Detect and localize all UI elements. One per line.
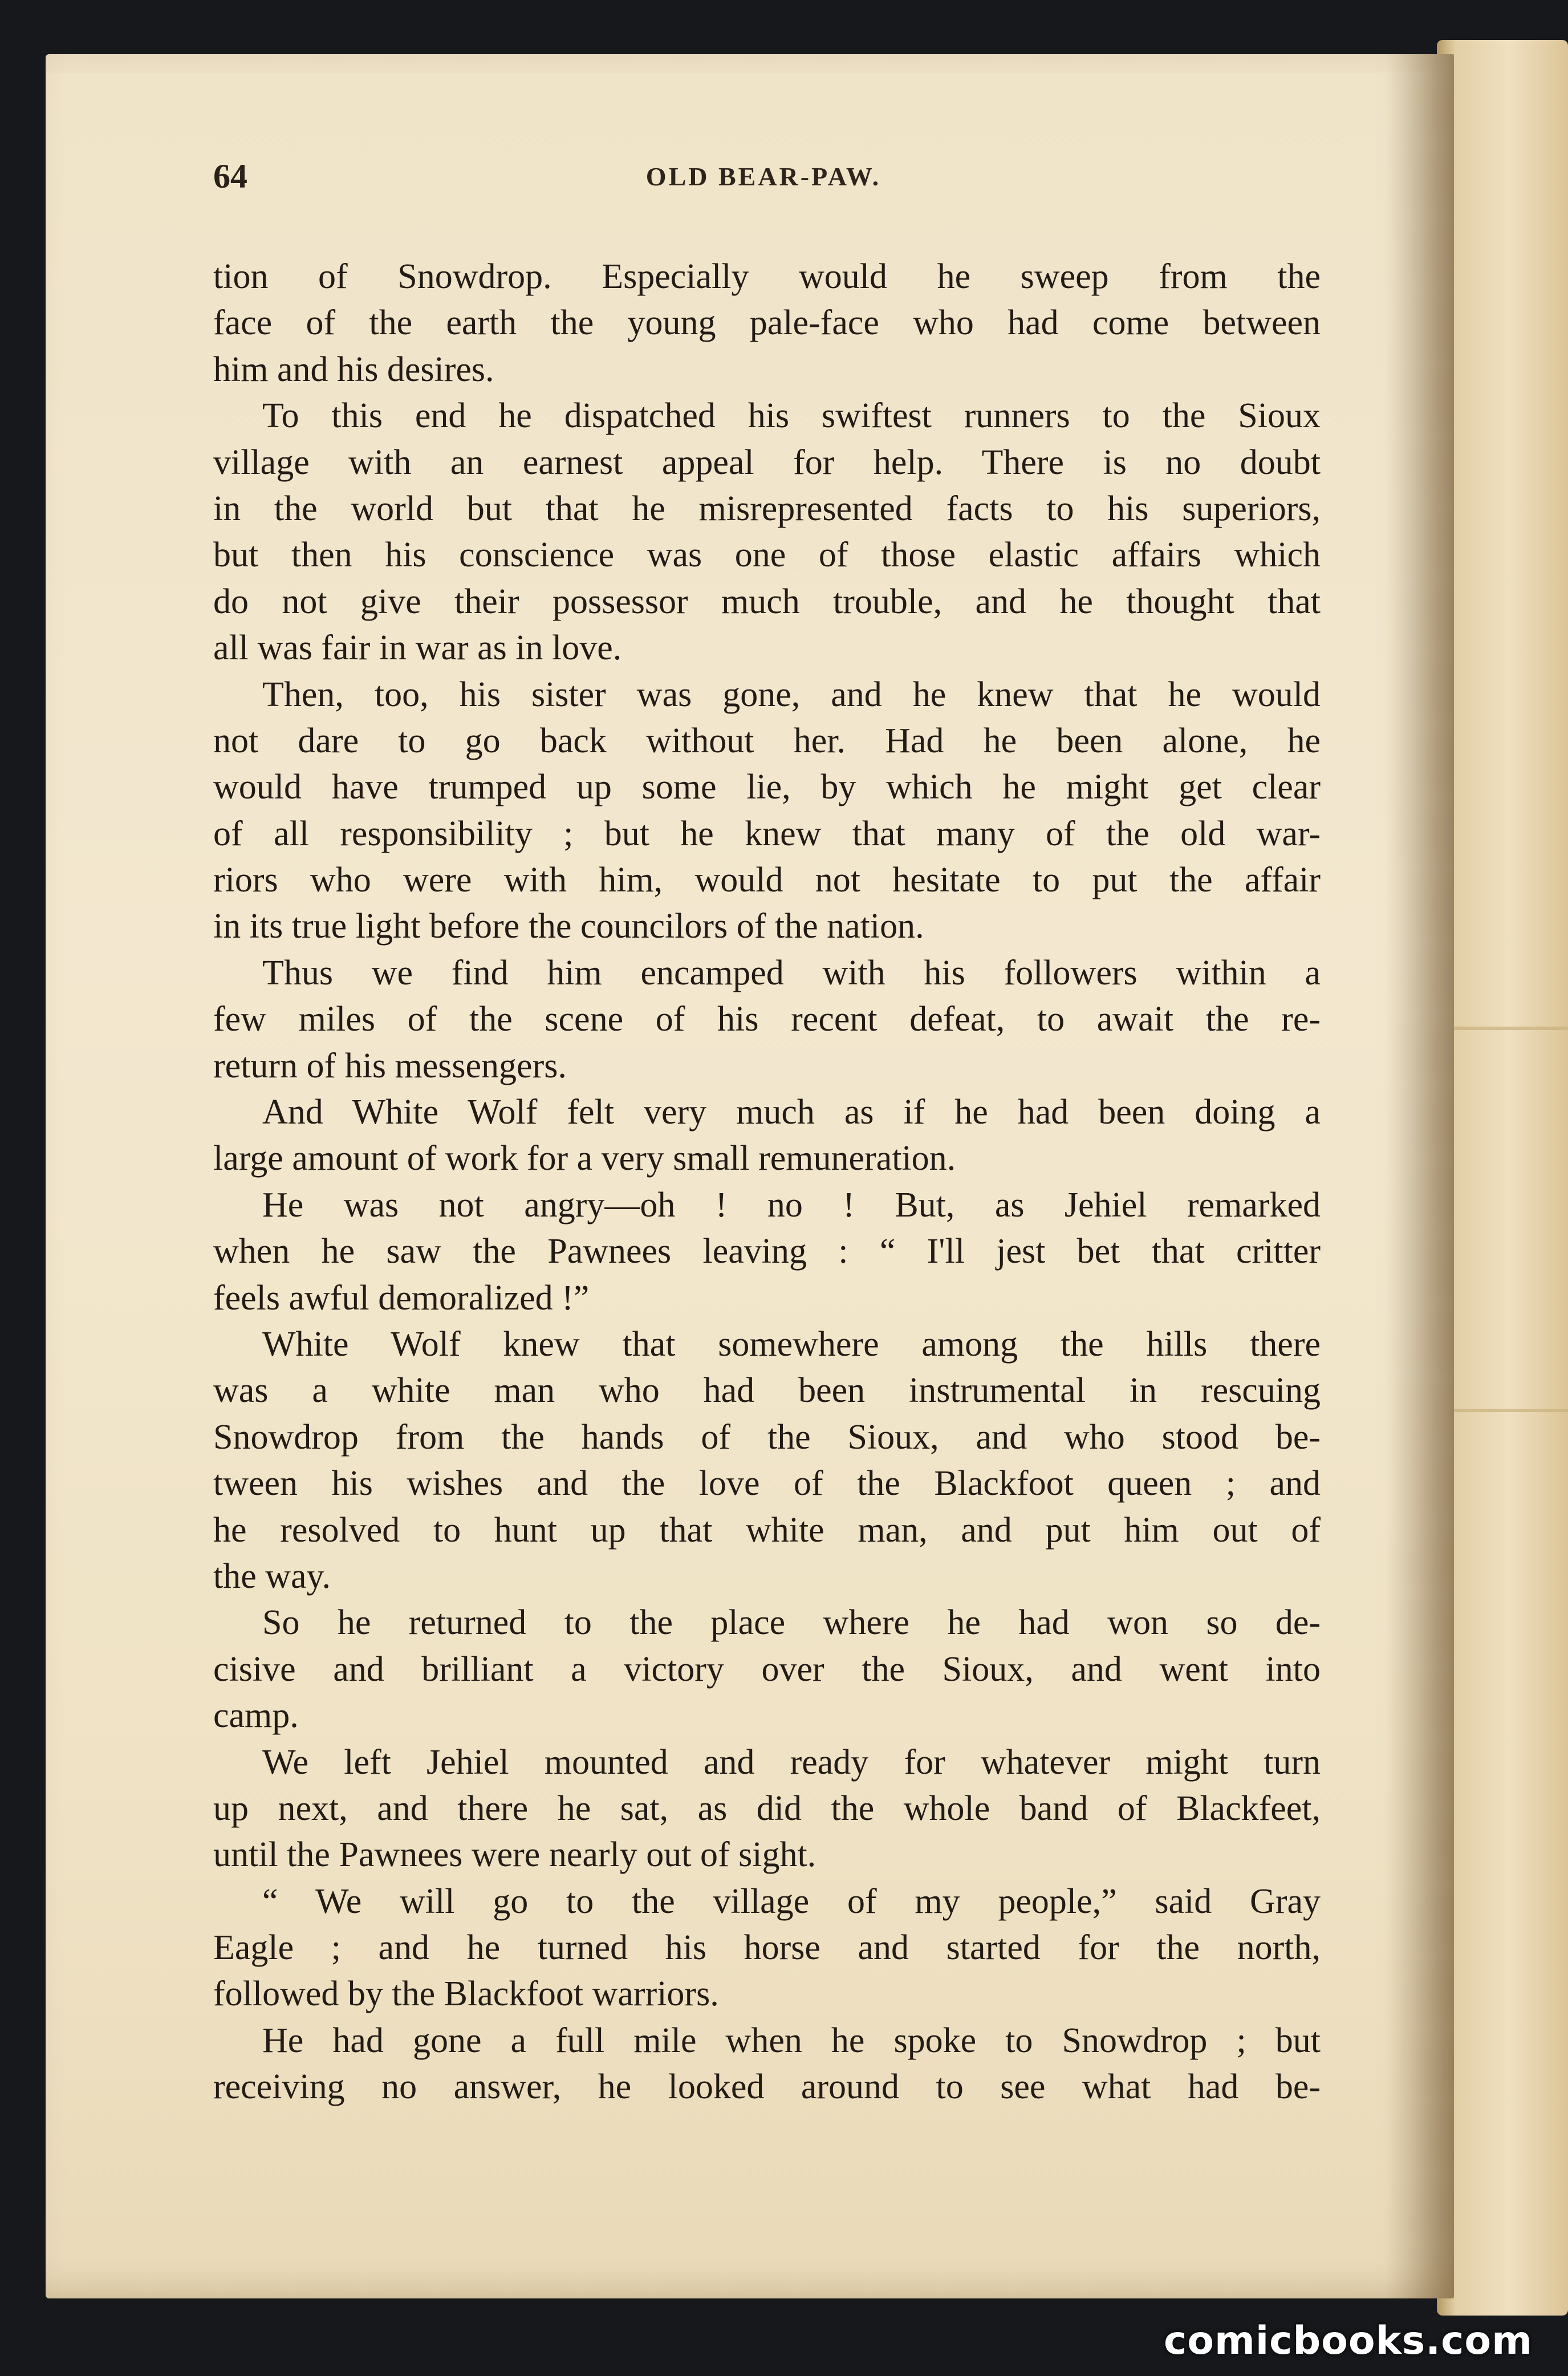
text-line: return of his messengers.: [213, 1046, 567, 1085]
text-line: the way.: [213, 1556, 331, 1596]
text-line: And White Wolf felt very much as if he had been doing a: [262, 1093, 1321, 1132]
text-line: “ We will go to the village of my people,” said Gray: [262, 1882, 1321, 1921]
text-line: camp.: [213, 1696, 299, 1736]
text-line: Thus we find him encamped with his followers within a: [262, 953, 1321, 992]
running-head: [213, 157, 1314, 208]
text-line: of all responsibility ; but he knew that many of the old war-: [213, 814, 1321, 853]
text-line: few miles of the scene of his recent defeat, to await the re-: [213, 1000, 1321, 1039]
text-line: him and his desires.: [213, 350, 494, 389]
text-line: was a white man who had been instrumental in rescuing: [213, 1371, 1321, 1410]
text-line: in its true light before the councilors of the nation.: [213, 907, 924, 946]
text-line: He had gone a full mile when he spoke to Snowdrop ; but: [262, 2021, 1321, 2060]
text-line: village with an earnest appeal for help. There is no doubt: [213, 443, 1321, 482]
text-line: riors who were with him, would not hesitate to put the affair: [213, 861, 1321, 900]
text-line: Then, too, his sister was gone, and he knew that he would: [262, 675, 1321, 714]
text-line: receiving no answer, he looked around to see what had be-: [213, 2067, 1321, 2107]
text-line: until the Pawnees were nearly out of sight.: [213, 1835, 817, 1875]
facing-page-edge: [1437, 40, 1568, 2316]
text-line: in the world but that he misrepresented facts to his superiors,: [213, 489, 1321, 528]
binding-thread: [1437, 1027, 1568, 1030]
binding-thread: [1437, 1409, 1568, 1412]
text-line: White Wolf knew that somewhere among the hills there: [262, 1324, 1321, 1364]
text-line: tion of Snowdrop. Especially would he sweep from the: [213, 257, 1321, 296]
text-line: large amount of work for a very small remuneration.: [213, 1139, 956, 1178]
text-line: when he saw the Pawnees leaving : “ I'll jest bet that critter: [213, 1232, 1321, 1271]
text-line: cisive and brilliant a victory over the Sioux, and went into: [213, 1649, 1321, 1689]
text-line: face of the earth the young pale-face who had come between: [213, 303, 1321, 343]
text-line: he resolved to hunt up that white man, and put him out of: [213, 1510, 1321, 1550]
running-title: OLD BEAR-PAW.: [645, 162, 882, 191]
text-line: So he returned to the place where he had won so de-: [262, 1603, 1321, 1643]
page-number: 64: [213, 157, 247, 195]
text-line: To this end he dispatched his swiftest runners to the Sioux: [262, 396, 1321, 436]
gutter-shadow: [1386, 54, 1454, 2298]
text-line: tween his wishes and the love of the Blackfoot queen ; and: [213, 1464, 1321, 1503]
site-watermark: comicbooks.com: [1163, 2318, 1533, 2363]
text-line: would have trumped up some lie, by which he might get clear: [213, 768, 1321, 807]
text-line: not dare to go back without her. Had he been alone, he: [213, 721, 1321, 760]
text-line: up next, and there he sat, as did the whole band of Blackfeet,: [213, 1789, 1321, 1828]
text-line: Snowdrop from the hands of the Sioux, and who stood be-: [213, 1417, 1321, 1457]
text-line: followed by the Blackfoot warriors.: [213, 1974, 719, 2014]
text-line: Eagle ; and he turned his horse and started for the north,: [213, 1928, 1321, 1968]
text-line: but then his conscience was one of those elastic affairs which: [213, 536, 1321, 575]
text-line: feels awful demoralized !”: [213, 1278, 590, 1317]
text-line: We left Jehiel mounted and ready for whatever might turn: [262, 1742, 1321, 1782]
body-text: [213, 254, 1321, 2111]
text-line: do not give their possessor much trouble, and he thought that: [213, 582, 1321, 621]
text-line: He was not angry—oh ! no ! But, as Jehiel remarked: [262, 1185, 1321, 1225]
text-line: all was fair in war as in love.: [213, 629, 622, 668]
